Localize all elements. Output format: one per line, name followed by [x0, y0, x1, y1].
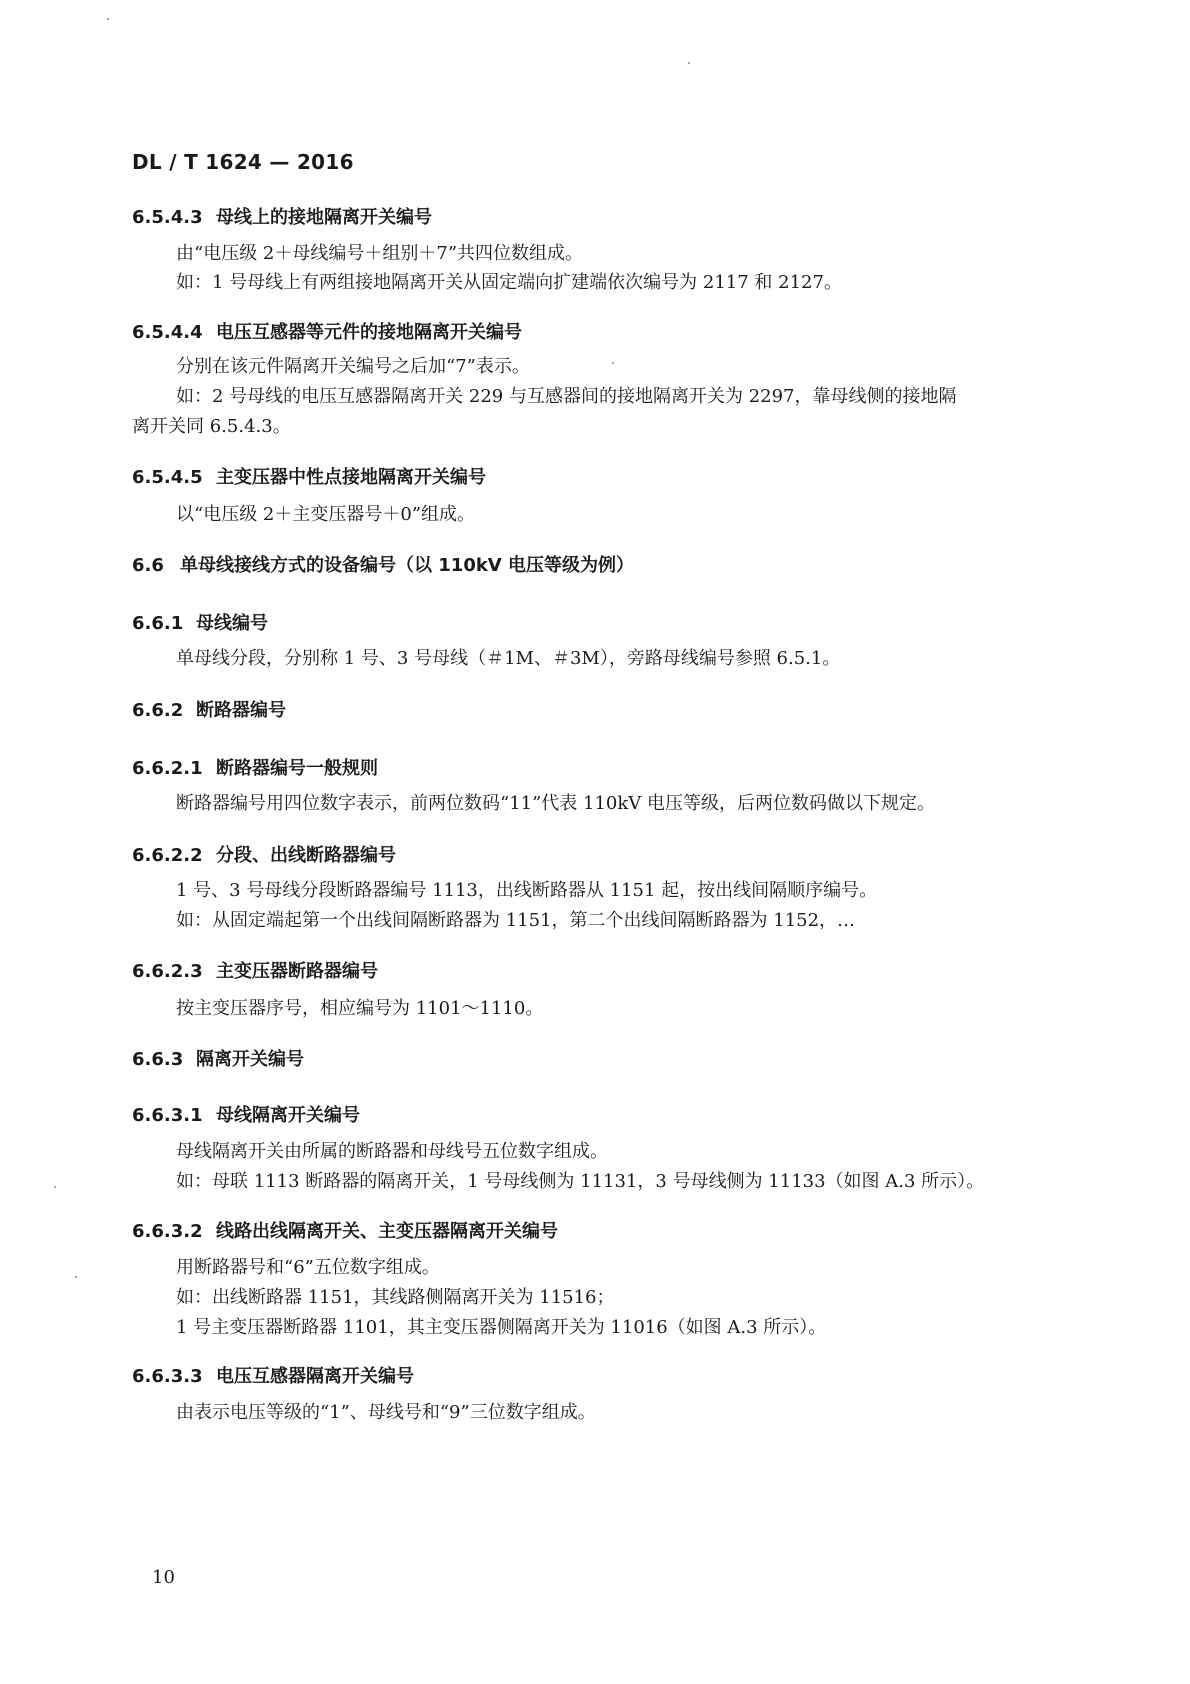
section-number: 6.6.2	[132, 700, 184, 721]
section-title: 电压互感器隔离开关编号	[216, 1366, 414, 1387]
section-heading	[132, 754, 378, 780]
scan-speck	[612, 362, 614, 364]
section-title: 断路器编号	[196, 700, 286, 721]
paragraph: 1 号、3 号母线分段断路器编号 1113，出线断路器从 1151 起，按出线间隔顺序编号。	[176, 880, 878, 901]
paragraph: 如：母联 1113 断路器的隔离开关，1 号母线侧为 11131，3 号母线侧为 11133（如图 A.3 所示）。	[176, 1171, 985, 1192]
section-title: 母线编号	[196, 613, 268, 634]
section-number: 6.5.4.5	[132, 467, 203, 488]
paragraph: 断路器编号用四位数字表示，前两位数码“11”代表 110kV 电压等级，后两位数码做以下规定。	[176, 793, 936, 814]
section-heading	[132, 1217, 558, 1243]
section-heading	[132, 551, 634, 577]
section-title: 隔离开关编号	[196, 1049, 304, 1070]
section-number: 6.6.3.1	[132, 1105, 203, 1126]
paragraph-continuation: 离开关同 6.5.4.3。	[132, 416, 291, 437]
paragraph: 分别在该元件隔离开关编号之后加“7”表示。	[176, 356, 530, 377]
section-heading	[132, 1045, 304, 1071]
paragraph: 如：从固定端起第一个出线间隔断路器为 1151，第二个出线间隔断路器为 1152，…	[176, 910, 856, 931]
section-title: 主变压器中性点接地隔离开关编号	[216, 467, 486, 488]
paragraph: 如：出线断路器 1151，其线路侧隔离开关为 11516；	[176, 1287, 615, 1308]
section-heading	[132, 1101, 360, 1127]
scan-speck	[75, 1276, 77, 1278]
paragraph: 如：1 号母线上有两组接地隔离开关从固定端向扩建端依次编号为 2117 和 2127。	[176, 272, 842, 293]
section-number: 6.5.4.4	[132, 322, 203, 343]
section-number: 6.6.2.2	[132, 845, 203, 866]
section-title: 分段、出线断路器编号	[216, 845, 396, 866]
section-title: 单母线接线方式的设备编号（以 110kV 电压等级为例）	[180, 555, 635, 576]
section-title: 主变压器断路器编号	[216, 961, 378, 982]
scan-speck	[107, 18, 109, 20]
scan-speck	[54, 1186, 56, 1188]
paragraph: 由“电压级 2＋母线编号＋组别＋7”共四位数组成。	[176, 243, 584, 264]
section-number: 6.6.3	[132, 1049, 184, 1070]
section-heading	[132, 957, 378, 983]
paragraph: 由表示电压等级的“1”、母线号和“9”三位数字组成。	[176, 1402, 596, 1423]
section-title: 电压互感器等元件的接地隔离开关编号	[216, 322, 522, 343]
document-code: DL / T 1624 — 2016	[132, 150, 354, 174]
scan-speck	[688, 62, 690, 64]
paragraph: 用断路器号和“6”五位数字组成。	[176, 1257, 440, 1278]
section-title: 线路出线隔离开关、主变压器隔离开关编号	[216, 1221, 558, 1242]
section-number: 6.6.2.1	[132, 758, 203, 779]
section-title: 断路器编号一般规则	[216, 758, 378, 779]
paragraph: 以“电压级 2＋主变压器号＋0”组成。	[176, 504, 476, 525]
section-number: 6.6	[132, 555, 164, 576]
section-heading	[132, 841, 396, 867]
section-heading	[132, 696, 286, 722]
section-title: 母线隔离开关编号	[216, 1105, 360, 1126]
section-number: 6.6.3.2	[132, 1221, 203, 1242]
section-number: 6.5.4.3	[132, 207, 203, 228]
section-heading	[132, 1362, 414, 1388]
section-heading	[132, 318, 522, 344]
paragraph: 按主变压器序号，相应编号为 1101～1110。	[176, 998, 544, 1019]
section-heading	[132, 203, 432, 229]
section-number: 6.6.1	[132, 613, 184, 634]
paragraph: 单母线分段，分别称 1 号、3 号母线（＃1M、＃3M），旁路母线编号参照 6.5.1。	[176, 648, 841, 669]
section-heading	[132, 609, 268, 635]
paragraph: 如：2 号母线的电压互感器隔离开关 229 与互感器间的接地隔离开关为 2297，靠母线侧的接地隔	[176, 386, 957, 407]
page-number: 10	[152, 1567, 175, 1588]
paragraph: 母线隔离开关由所属的断路器和母线号五位数字组成。	[176, 1141, 608, 1162]
paragraph: 1 号主变压器断路器 1101，其主变压器侧隔离开关为 11016（如图 A.3 所示）。	[176, 1317, 827, 1338]
section-number: 6.6.2.3	[132, 961, 203, 982]
section-number: 6.6.3.3	[132, 1366, 203, 1387]
section-heading	[132, 463, 486, 489]
section-title: 母线上的接地隔离开关编号	[216, 207, 432, 228]
